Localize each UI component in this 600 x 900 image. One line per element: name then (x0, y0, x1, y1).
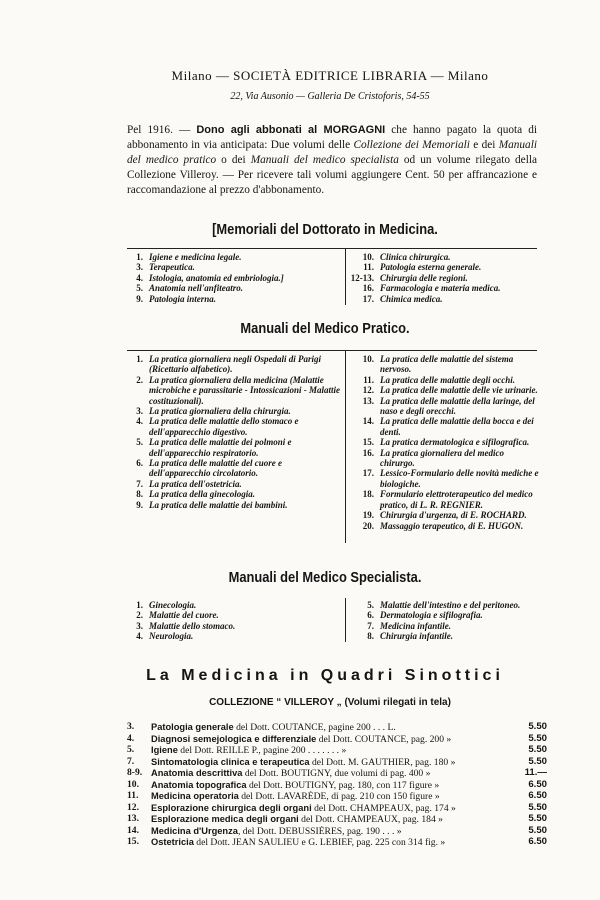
item-number: 7. (367, 620, 374, 631)
item-number: 17. (362, 293, 374, 304)
item-title: La pratica della ginecologia. (149, 489, 255, 500)
catalog-price: 5.50 (528, 732, 547, 744)
item-title: La pratica delle malattie dei polmoni e dell'apparecchio respiratorio. (149, 437, 292, 458)
item-title: Patologia interna. (149, 293, 217, 304)
list-item (127, 354, 341, 375)
catalog-row (127, 757, 547, 769)
catalog-number: 8-9. (127, 767, 143, 778)
catalog-title (151, 791, 503, 803)
list-item (348, 416, 540, 437)
list-item (348, 385, 540, 395)
catalog-price: 6.50 (528, 836, 547, 847)
pratico-left-list (127, 354, 341, 510)
item-title: Clinica chirurgica. (380, 252, 451, 262)
catalog-details: del Dott. REILLE P., pagine 200 . . . . . . . » (177, 745, 347, 756)
item-number: 1. (136, 252, 143, 262)
intro-italic-3: Manuali del medico specialista (250, 154, 399, 166)
catalog-number: 10. (127, 778, 139, 790)
memoriali-left-list (127, 252, 341, 304)
memoriali-divider (345, 249, 346, 305)
catalog-title-bold: Anatomia descrittiva (151, 768, 243, 778)
item-title: La pratica dell'ostetricia. (149, 478, 242, 489)
list-item (127, 406, 341, 416)
catalog-price: 6.50 (528, 778, 547, 790)
list-item (348, 448, 540, 469)
catalog-number: 13. (127, 813, 139, 824)
intro-text-2: e dei (469, 139, 499, 151)
catalog-row (127, 734, 547, 746)
catalog-details: del Dott. CHAMPEAUX, pag. 184 » (298, 814, 443, 825)
list-item (127, 600, 341, 610)
item-title: Chirurgia d'urgenza, di E. ROCHARD. (380, 510, 527, 521)
item-number: 20. (362, 520, 374, 531)
item-title: La pratica giornaliera della chirurgia. (149, 406, 291, 417)
item-title: Chirurgia delle regioni. (380, 272, 468, 283)
list-item (127, 458, 341, 479)
sinottici-title: La Medicina in Quadri Sinottici (146, 667, 504, 684)
intro-text-4: od un volume rilegato della Collezione Villeroy. — Per ricevere tali volumi aggiungere Cent. 50 per affrancazione e raccomandazione al prezzo d'abbonamento. (127, 154, 537, 196)
list-item (348, 273, 538, 283)
item-title: Medicina infantile. (380, 620, 452, 631)
item-title: Patologia esterna generale. (380, 262, 482, 273)
catalog-number: 4. (127, 732, 135, 744)
item-number: 13. (362, 395, 374, 406)
catalog-price: 6.50 (528, 790, 547, 801)
pratico-top-rule (127, 350, 537, 351)
specialista-divider (345, 598, 346, 642)
list-item (127, 500, 341, 510)
item-number: 19. (362, 510, 374, 521)
item-title: La pratica dermatologica e sifilografica. (380, 437, 530, 448)
catalog-details: del Dott. M. GAUTHIER, pag. 180 » (309, 756, 456, 768)
item-title: La pratica giornaliera della medicina (Malattie microbiche e parassitarie - Intossicazioni - Malattie costituzionali). (149, 374, 341, 406)
item-title: La pratica delle malattie delle vie urinarie. (380, 385, 538, 396)
item-title: La pratica delle malattie degli occhi. (380, 374, 515, 385)
item-title: La pratica giornaliera negli Ospedali di Parigi (Ricettario alfabetico). (149, 354, 322, 375)
intro-italic-1: Collezione dei Memoriali (353, 139, 470, 151)
catalog-number: 15. (127, 836, 139, 847)
catalog-details: del Dott. LAVARÈDE, di pag. 210 con 150 figure » (238, 791, 440, 802)
item-number: 3. (136, 406, 143, 417)
catalog-details: del Dott. BOUTIGNY, pag. 180, con 117 figure » (246, 779, 440, 791)
item-title: Malattie del cuore. (149, 610, 219, 621)
item-title: Lessico-Formulario delle novità mediche e biologiche. (380, 468, 539, 489)
specialista-left-list (127, 600, 341, 642)
catalog-price: 5.50 (528, 824, 547, 836)
item-number: 9. (136, 499, 143, 510)
intro-paragraph (127, 123, 537, 198)
item-title: Igiene e medicina legale. (149, 252, 242, 262)
item-number: 10. (362, 252, 374, 262)
item-number: 5. (367, 600, 374, 610)
catalog-number: 11. (127, 790, 139, 801)
list-item (348, 621, 540, 631)
catalog-title-bold: Medicina d'Urgenza (151, 825, 238, 836)
list-item (127, 621, 341, 631)
catalog-row (127, 814, 547, 826)
item-number: 17. (362, 468, 374, 479)
list-item (348, 252, 538, 262)
catalog-title-bold: Anatomia topografica (151, 779, 247, 790)
catalog-title (151, 780, 503, 792)
item-number: 18. (362, 489, 374, 500)
item-number: 16. (362, 283, 374, 294)
list-item (348, 354, 540, 375)
intro-lead: Pel 1916. — (127, 124, 197, 136)
list-item (127, 489, 341, 499)
catalog-title (151, 814, 503, 826)
catalog-row (127, 768, 547, 780)
catalog-row (127, 826, 547, 838)
list-item (348, 521, 540, 531)
item-number: 8. (136, 489, 143, 500)
list-item (127, 283, 341, 293)
list-item (127, 437, 341, 458)
item-number: 6. (136, 458, 143, 469)
list-item (127, 252, 341, 262)
pratico-divider (345, 351, 346, 543)
catalog-title-bold: Esplorazione chirurgica degli organi (151, 802, 312, 813)
list-item (127, 273, 341, 283)
item-number: 6. (367, 610, 374, 621)
item-number: 11. (363, 374, 374, 385)
catalog-row (127, 803, 547, 815)
list-item (348, 489, 540, 510)
item-title: La pratica delle malattie dello stomaco e dell'apparecchio digestivo. (149, 416, 299, 437)
catalog-title (151, 745, 503, 757)
list-item (348, 631, 540, 641)
list-item (348, 600, 540, 610)
memoriali-right-list (348, 252, 538, 304)
item-number: 1. (136, 354, 143, 364)
catalog-number: 14. (127, 824, 139, 836)
catalog-title-bold: Patologia generale (151, 722, 234, 732)
catalog-title (151, 734, 503, 746)
catalog-title (151, 803, 503, 815)
pratico-title: Manuali del Medico Pratico. (240, 320, 410, 337)
intro-bold: Dono agli abbonati al MORGAGNI (196, 124, 386, 136)
list-item (127, 479, 341, 489)
list-item (348, 262, 538, 272)
catalog-title-bold: Sintomatologia clinica e terapeutica (151, 756, 310, 767)
item-number: 2. (136, 374, 143, 385)
catalog-price: 11.— (524, 767, 547, 778)
list-item (348, 396, 540, 417)
catalog-number: 3. (127, 721, 135, 732)
item-title: La pratica delle malattie del sistema nervoso. (380, 354, 514, 375)
catalog-details: del Dott. COUTANCE, pag. 200 » (316, 733, 452, 745)
list-item (348, 437, 540, 447)
catalog-row (127, 837, 547, 849)
catalog-row (127, 722, 547, 734)
item-number: 4. (136, 272, 143, 283)
list-item (127, 375, 341, 406)
specialista-title: Manuali del Medico Specialista. (228, 569, 422, 586)
item-title: La pratica delle malattie dei bambini. (149, 499, 288, 510)
list-item (348, 468, 540, 489)
catalog-number: 7. (127, 755, 135, 767)
item-title: Formulario elettroterapeutico del medico pratico, di L. R. REGNIER. (380, 489, 533, 510)
item-number: 14. (362, 416, 374, 427)
pratico-right-list (348, 354, 540, 531)
item-title: Chimica medica. (380, 293, 443, 304)
list-item (127, 262, 341, 272)
item-number: 4. (136, 631, 143, 642)
catalog-number: 12. (127, 801, 139, 813)
item-number: 12-13. (350, 272, 374, 283)
intro-text: che hanno pagato la quota di abbonamento in via anticipata: Due volumi delle (127, 124, 538, 151)
item-number: 2. (136, 610, 143, 621)
item-number: 12. (362, 385, 374, 396)
item-title: Malattie dello stomaco. (149, 620, 236, 631)
item-number: 15. (362, 437, 374, 448)
catalog-price: 5.50 (528, 721, 547, 732)
item-title: Massaggio terapeutico, di E. HUGON. (380, 520, 524, 531)
catalog-title-bold: Medicina operatoria (151, 791, 239, 801)
catalog-row (127, 780, 547, 792)
list-item (348, 283, 538, 293)
publisher-header: Milano — SOCIETÀ EDITRICE LIBRARIA — Milano (171, 68, 489, 83)
memoriali-top-rule (127, 248, 537, 249)
item-number: 4. (136, 416, 143, 427)
list-item (348, 510, 540, 520)
item-number: 5. (136, 283, 143, 294)
item-title: La pratica delle malattie della bocca e dei denti. (380, 416, 534, 437)
catalog-title-bold: Igiene (151, 745, 178, 755)
item-title: Farmacologia e materia medica. (380, 283, 501, 294)
item-number: 8. (367, 631, 374, 642)
intro-text-3: o dei (216, 154, 251, 166)
item-title: La pratica giornaliera del medico chirurgo. (380, 447, 504, 469)
item-number: 3. (136, 262, 143, 273)
catalog-row (127, 745, 547, 757)
list-item (348, 294, 538, 304)
catalog-title-bold: Ostetricia (151, 837, 194, 847)
catalog-title (151, 826, 503, 838)
specialista-right-list (348, 600, 540, 642)
list-item (127, 416, 341, 437)
item-title: Ginecologia. (149, 600, 197, 610)
item-title: Anatomia nell'anfiteatro. (149, 283, 244, 294)
item-number: 10. (362, 354, 374, 364)
list-item (127, 631, 341, 641)
item-title: Istologia, anatomia ed embriologia.] (149, 272, 284, 283)
list-item (348, 375, 540, 385)
catalog-price: 5.50 (528, 744, 547, 755)
catalog-details: , del Dott. DEBUSSIÈRES, pag. 190 . . . » (237, 825, 402, 837)
list-item (127, 610, 341, 620)
list-item (127, 294, 341, 304)
intro-italic-2: Manuali del medico pratico (127, 139, 537, 166)
item-title: Chirurgia infantile. (380, 631, 454, 642)
catalog-title-bold: Diagnosi semejologica e differenziale (151, 733, 317, 744)
item-number: 9. (136, 293, 143, 304)
item-number: 16. (362, 447, 374, 458)
list-item (348, 610, 540, 620)
catalog-number: 5. (127, 744, 135, 755)
catalog-title (151, 837, 503, 849)
catalog-details: del Dott. COUTANCE, pagine 200 . . . L. (233, 722, 396, 733)
item-number: 1. (136, 600, 143, 610)
item-title: Neurologia. (149, 631, 194, 642)
item-title: La pratica delle malattie del cuore e dell'apparecchio circolatorio. (149, 458, 282, 479)
catalog-details: del Dott. CHAMPEAUX, pag. 174 » (311, 802, 456, 814)
item-title: Dermatologia e sifilografia. (380, 610, 483, 621)
memoriali-title: [Memoriali del Dottorato in Medicina. (212, 221, 438, 238)
catalog-details: del Dott. BOUTIGNY, due volumi di pag. 400 » (242, 768, 431, 779)
item-number: 3. (136, 620, 143, 631)
catalog-title-bold: Esplorazione medica degli organi (151, 814, 299, 824)
catalog-title (151, 722, 503, 734)
sinottici-list (127, 722, 547, 849)
item-title: Malattie dell'intestino e del peritoneo. (380, 600, 521, 610)
catalog-price: 5.50 (528, 813, 547, 824)
catalog-price: 5.50 (528, 755, 547, 767)
catalog-details: del Dott. JEAN SAULIEU e G. LEBIEF, pag. 225 con 314 fig. » (193, 837, 446, 848)
catalog-row (127, 791, 547, 803)
item-title: Terapeutica. (149, 262, 195, 273)
catalog-title (151, 757, 503, 769)
item-number: 7. (136, 478, 143, 489)
item-number: 11. (363, 262, 374, 273)
item-title: La pratica delle malattie della laringe, del naso e degli orecchi. (380, 395, 535, 417)
catalog-price: 5.50 (528, 801, 547, 813)
collection-subtitle: COLLEZIONE “ VILLEROY „ (Volumi rilegati in tela) (209, 697, 451, 708)
item-number: 5. (136, 437, 143, 448)
catalog-title (151, 768, 503, 780)
publisher-address: 22, Via Ausonio — Galleria De Cristoforis, 54-55 (230, 91, 430, 102)
